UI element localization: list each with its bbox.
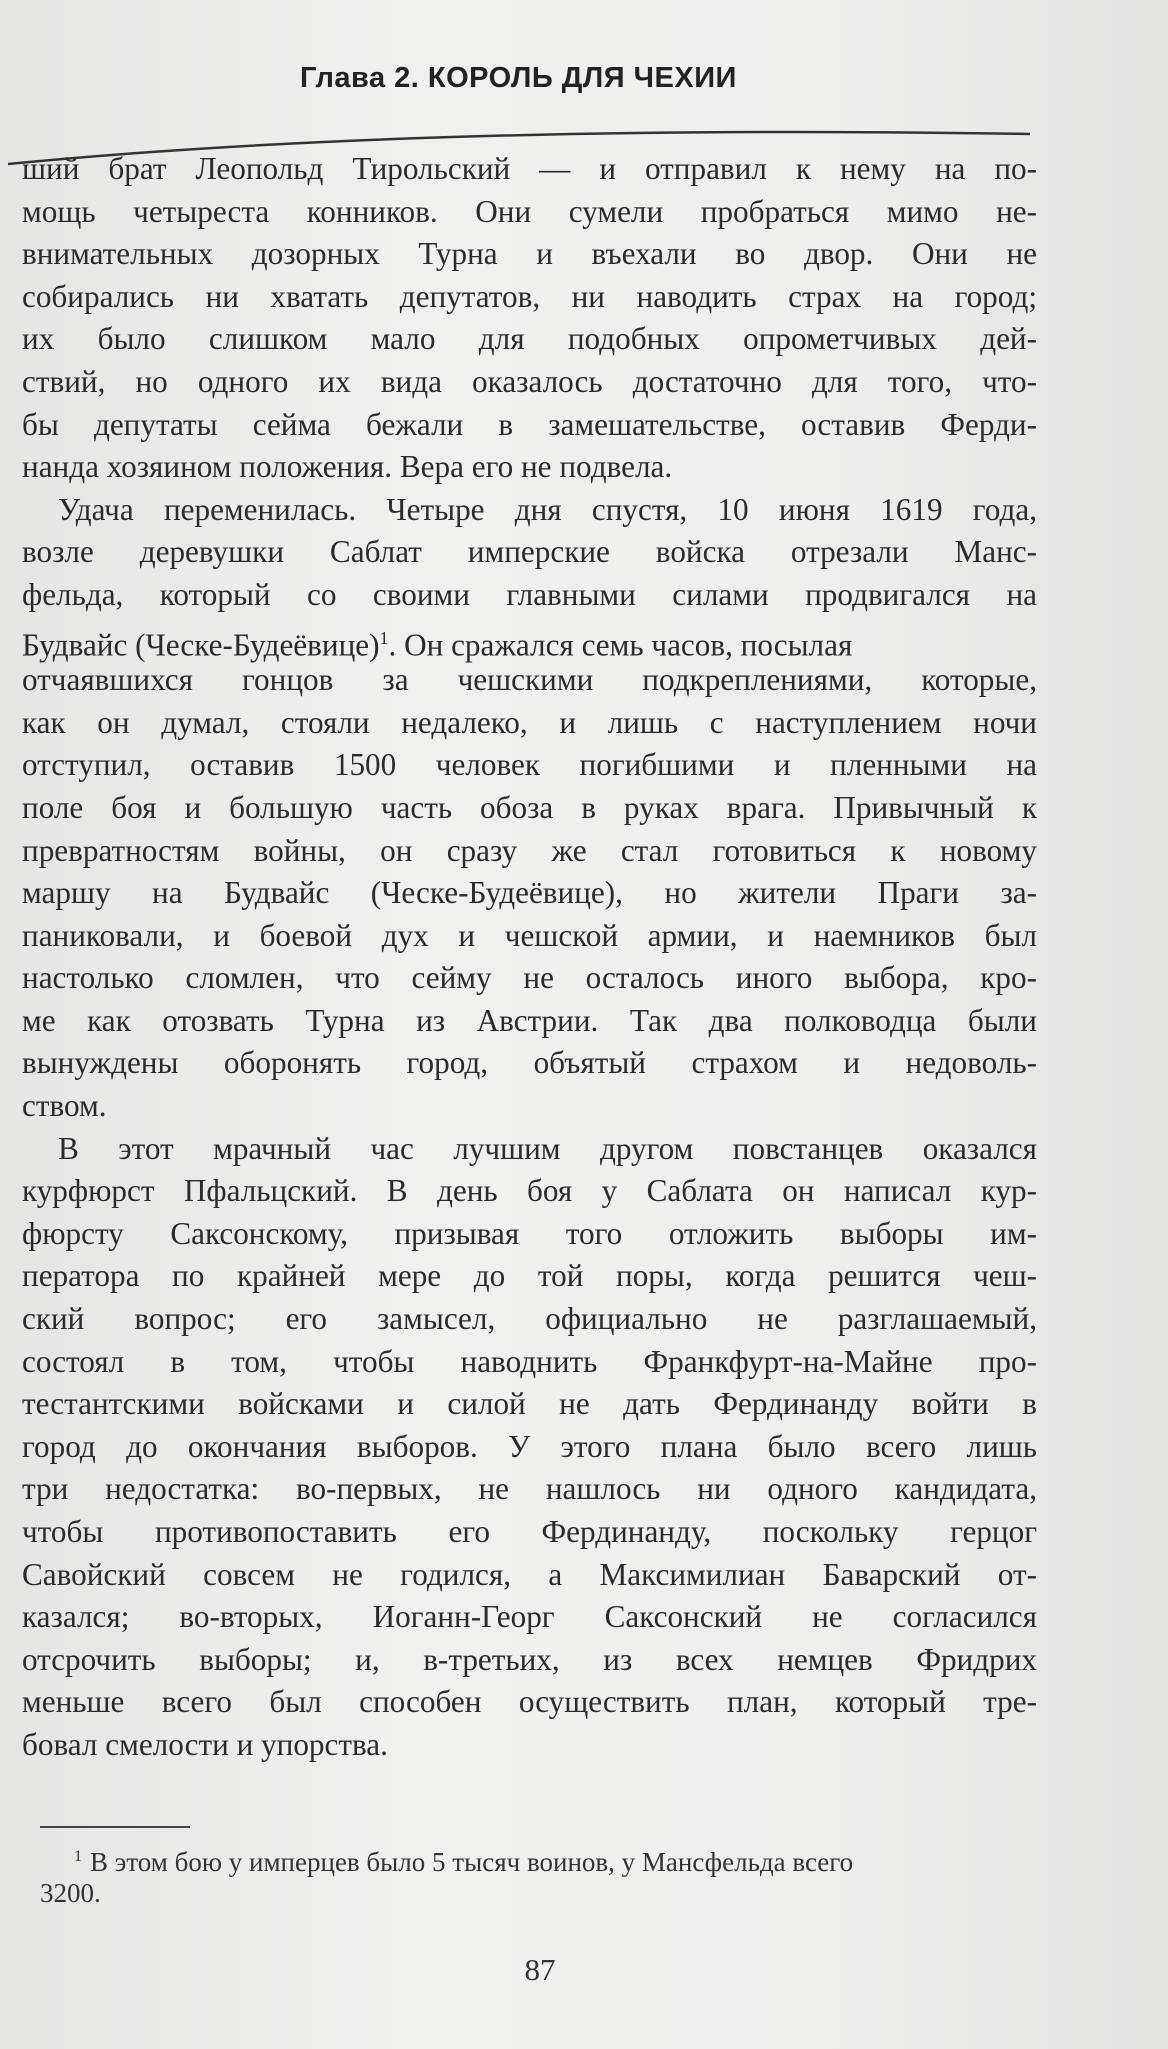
footnote-line (40, 1838, 1040, 1875)
text-line: фюрсту Саксонскому, призывая того отложить выборы им- (22, 1215, 1037, 1251)
text-line: вынуждены оборонять город, объятый страхом и недоволь- (22, 1045, 1037, 1081)
text-line: бовал смелости и упорства. (22, 1726, 388, 1762)
footnote (40, 1838, 1040, 1912)
footnote-marker: 1 (74, 1848, 82, 1865)
text-line: ме как отозвать Турна из Австрии. Так два полководца были (22, 1002, 1037, 1038)
text-line: ператора по крайней мере до той поры, когда решится чеш- (22, 1258, 1037, 1294)
text-line: город до окончания выборов. У этого плана было всего лишь (22, 1428, 1037, 1464)
text-line-with-footnote (22, 617, 1037, 660)
text-line: как он думал, стояли недалеко, и лишь с наступлением ночи (22, 704, 1037, 740)
text-line: три недостатка: во-первых, не нашлось ни одного кандидата, (22, 1471, 1037, 1507)
text-line: собирались ни хватать депутатов, ни наводить страх на город; (22, 278, 1037, 314)
text-line: настолько сломлен, что сейму не осталось иного выбора, кро- (22, 960, 1037, 996)
paragraph-first-line: Удача переменилась. Четыре дня спустя, 10 июня 1619 года, (58, 491, 1037, 527)
text-line: ший брат Леопольд Тирольский — и отправил к нему на по- (22, 151, 1037, 186)
text-line: их было слишком мало для подобных опрометчивых дей- (22, 321, 1037, 357)
text-line: мощь четыреста конников. Они сумели пробраться мимо не- (22, 193, 1037, 229)
text-line: возле деревушки Саблат имперские войска отрезали Манс- (22, 534, 1037, 570)
text-line: состоял в том, чтобы наводнить Франкфурт-на-Майне про- (22, 1343, 1037, 1379)
text-line: превратностям войны, он сразу же стал готовиться к новому (22, 832, 1037, 868)
text-line: маршу на Будвайс (Ческе-Будеёвице), но жители Праги за- (22, 875, 1037, 911)
text-line: ский вопрос; его замысел, официально не разглашаемый, (22, 1301, 1037, 1337)
text-line: казался; во-вторых, Иоганн-Георг Саксонский не согласился (22, 1599, 1037, 1635)
text-line: ствий, но одного их вида оказалось достаточно для того, что- (22, 363, 1037, 399)
paragraph-first-line: В этот мрачный час лучшим другом повстанцев оказался (58, 1130, 1037, 1166)
text-line: внимательных дозорных Турна и въехали во двор. Они не (22, 236, 1037, 272)
text-line: паниковали, и боевой дух и чешской армии, и наемников был (22, 917, 1037, 953)
text-segment: . Он сражался семь часов, посылая (388, 626, 853, 662)
footnote-separator (40, 1826, 190, 1828)
text-line: Савойский совсем не годился, а Максимилиан Баварский от- (22, 1556, 1037, 1592)
footnote-reference: 1 (379, 627, 389, 648)
text-line: отсрочить выборы; и, в-третьих, из всех немцев Фридрих (22, 1641, 1037, 1677)
page-number: 87 (524, 1952, 556, 1987)
text-line: курфюрст Пфальцский. В день боя у Саблата он написал кур- (22, 1173, 1037, 1209)
text-line: чтобы противопоставить его Фердинанду, поскольку герцог (22, 1514, 1037, 1549)
footnote-line: 3200. (40, 1878, 101, 1908)
text-line: фельда, который со своими главными силами продвигался на (22, 576, 1037, 612)
text-line: ством. (22, 1088, 107, 1124)
text-segment: Будвайс (Ческе-Будеёвице) (22, 626, 380, 662)
text-line: поле боя и большую часть обоза в руках врага. Привычный к (22, 789, 1037, 825)
text-line: нанда хозяином положения. Вера его не подвела. (22, 449, 673, 485)
footnote-text: В этом бою у имперцев было 5 тысяч воинов, у Мансфельда всего (90, 1847, 854, 1877)
text-line: отчаявшихся гонцов за чешскими подкреплениями, которые, (22, 662, 1037, 698)
running-header: Глава 2. КОРОЛЬ ДЛЯ ЧЕХИИ (300, 62, 737, 94)
text-line: тестантскими войсками и силой не дать Фердинанду войти в (22, 1386, 1037, 1422)
body-text (22, 148, 1037, 1767)
text-line: отступил, оставив 1500 человек погибшими и пленными на (22, 747, 1037, 783)
text-line: бы депутаты сейма бежали в замешательстве, оставив Ферди- (22, 406, 1037, 442)
text-line: меньше всего был способен осуществить план, который тре- (22, 1684, 1037, 1720)
